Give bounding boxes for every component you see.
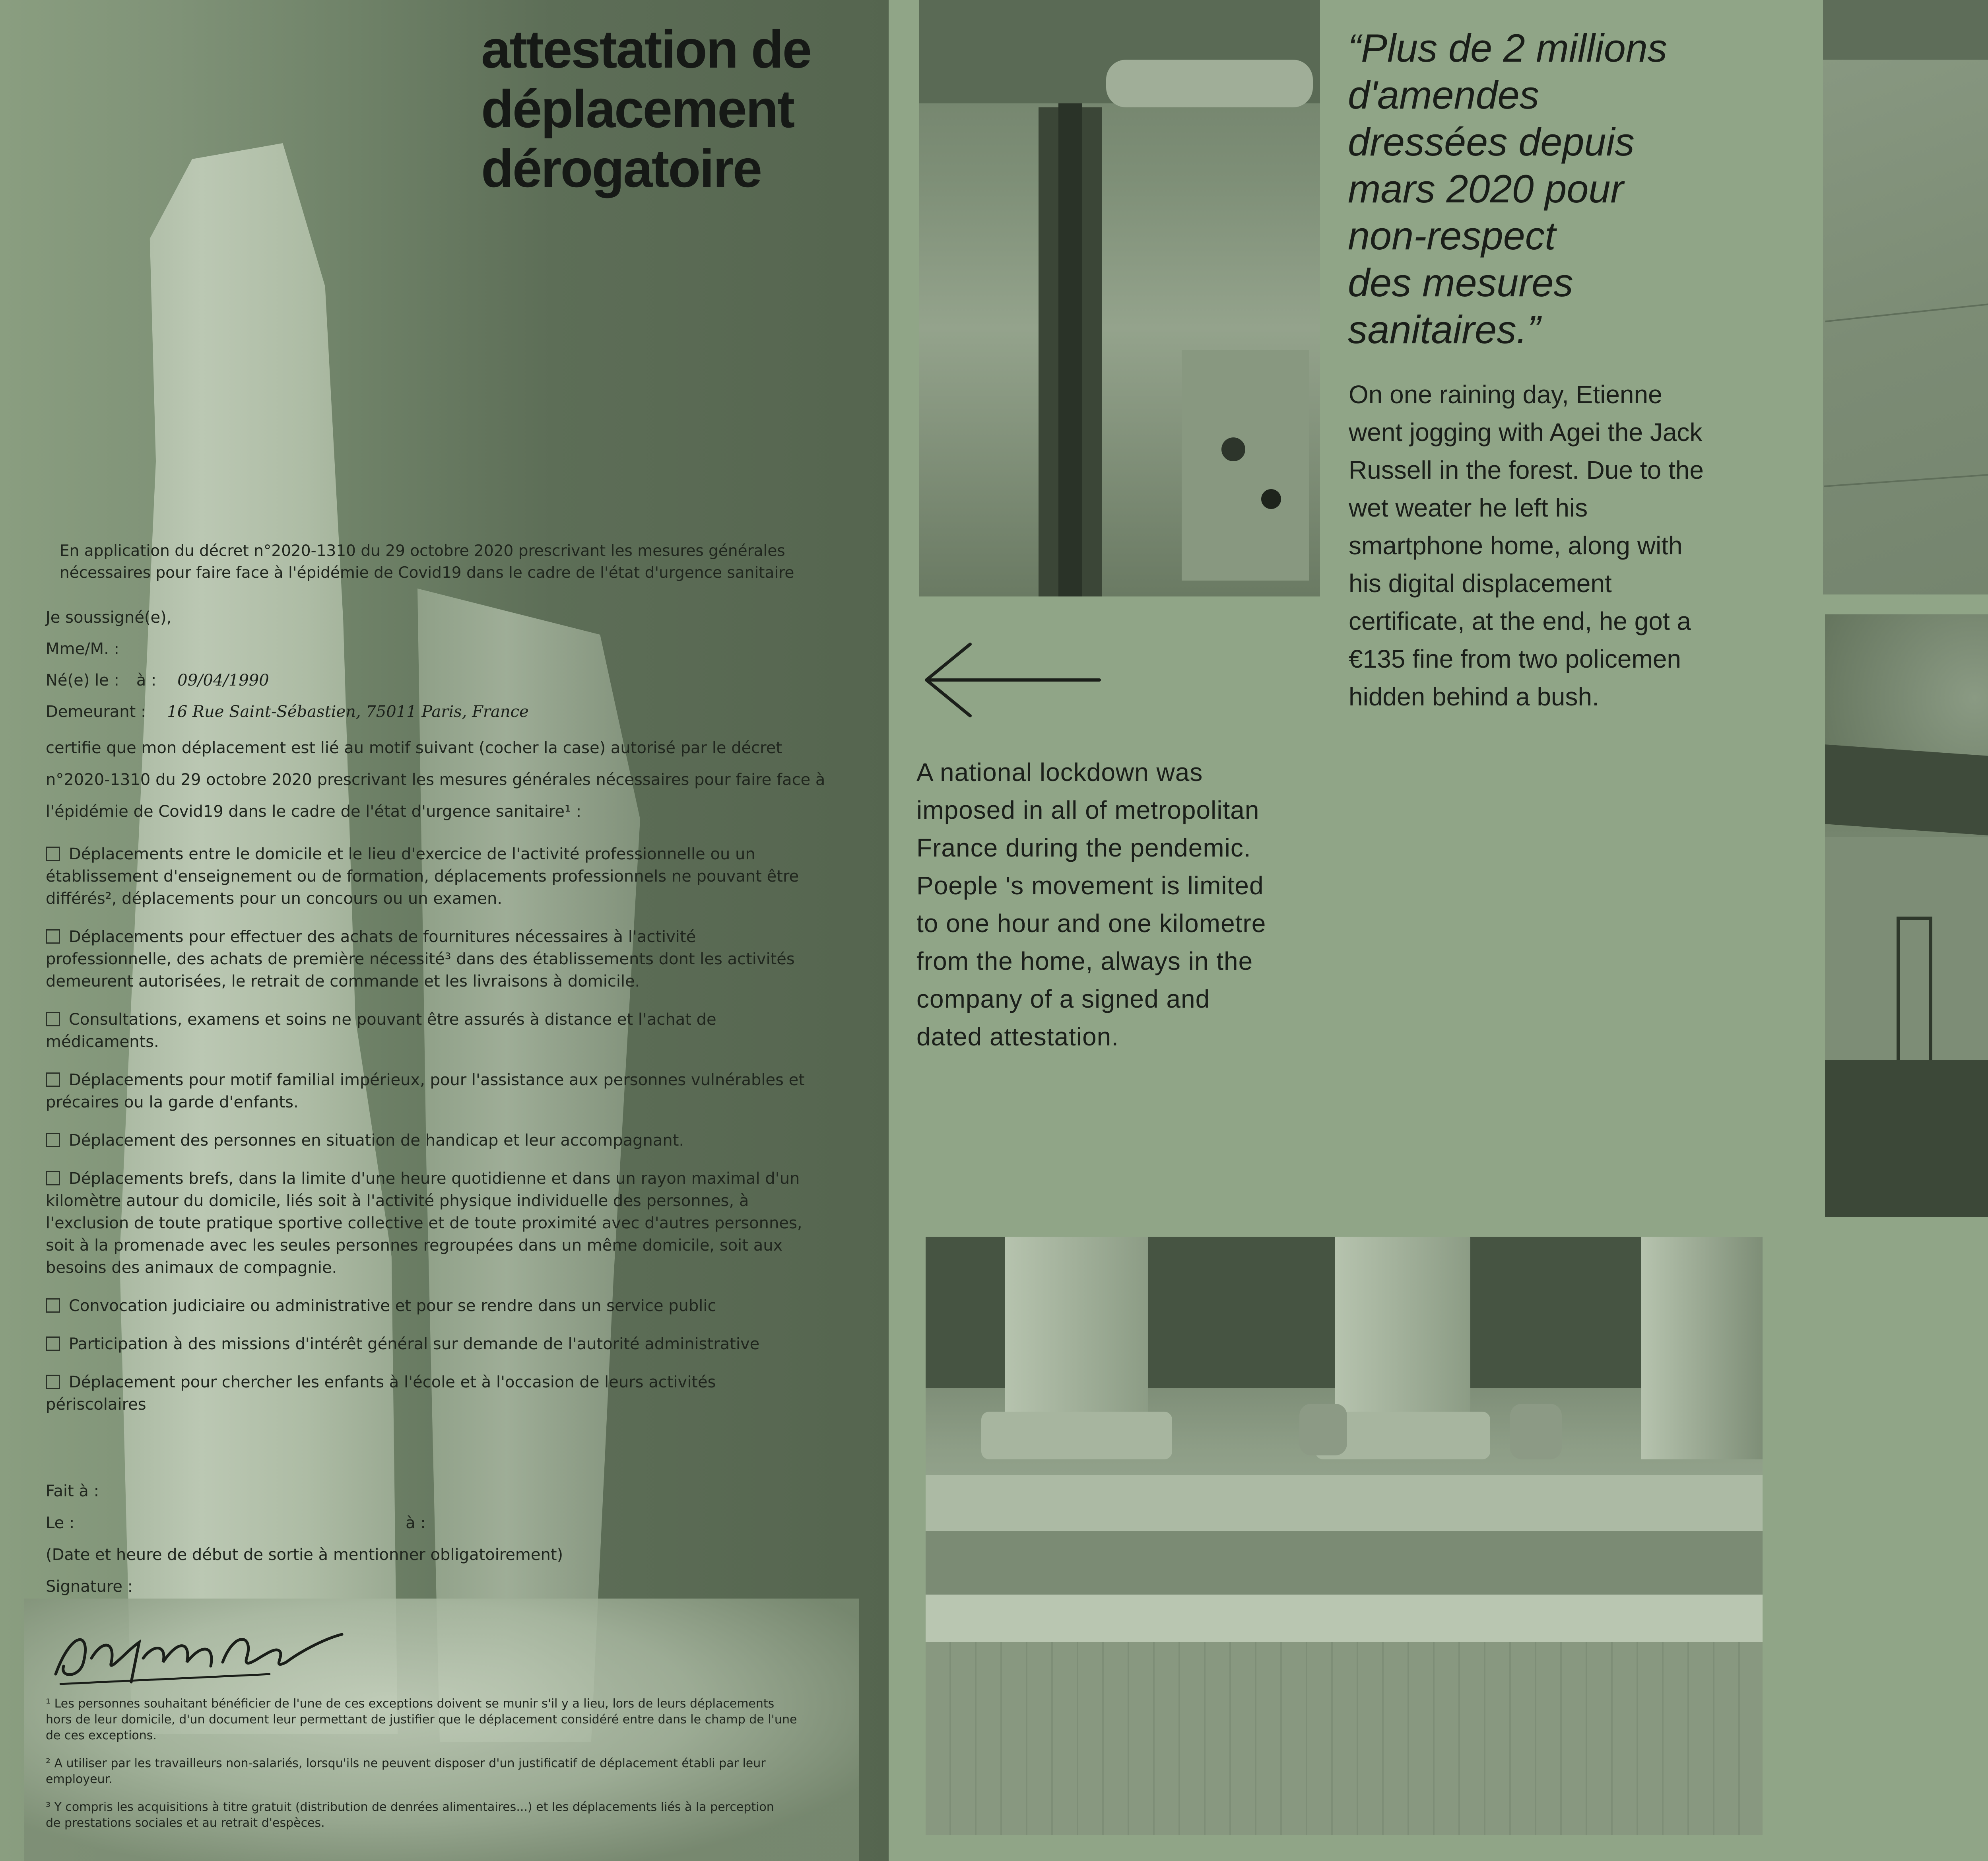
form-identity [46,606,881,828]
reason-checkbox[interactable] [46,1337,60,1351]
name-field[interactable]: Mme/M. : [46,640,119,658]
certify-text: certifie que mon déplacement est lié au motif suivant (cocher la case) autorisé par le décret n°2020-1310 du 29 octobre 2020 prescrivant les mesures générales nécessaires pour faire face à l'épidémie de Covid19 dans le cadre de l'état d'urgence sanitaire¹ : [46,739,825,821]
reason-checkbox[interactable] [46,1012,60,1026]
form-intro: En application du décret n°2020-1310 du 29 octobre 2020 prescrivant les mesures générales nécessaires pour faire face à l'épidémie de Covid19 dans le cadre de l'état d'urgence sanitaire [60,542,794,582]
pull-quote: “Plus de 2 millions d'amendes dressées depuis mars 2020 pour non-respect des mesures sanitaires.” [1348,26,1668,352]
reason-checkbox[interactable] [46,1298,60,1313]
reason-item: Convocation judiciaire ou administrative et pour se rendre dans un service public [46,1295,881,1317]
date-time-field[interactable]: Le : à : [46,1514,426,1532]
reason-item: Déplacement des personnes en situation de handicap et leur accompagnant. [46,1129,881,1152]
form-footer-fields [46,1475,881,1603]
residence-value: 16 Rue Saint-Sébastien, 75011 Paris, France [167,703,529,721]
reason-item: Déplacements pour motif familial impérieux, pour l'assistance aux personnes vulnérables et précaires ou la garde d'enfants. [46,1071,805,1111]
reason-checkbox[interactable] [46,1072,60,1087]
residence-field[interactable]: Demeurant : 16 Rue Saint-Sébastien, 75011 Paris, France [46,703,529,721]
reason-list [46,843,881,1416]
reason-item: Déplacements brefs, dans la limite d'une heure quotidienne et dans un rayon maximal d'un kilomètre autour du domicile, liés soit à l'activité physique individuelle des personnes, à l'exclusion de toute pratique sportive collective et de toute proximité avec d'autres personnes, soit à la promenade avec les seules personnes regroupées dans un même domicile, soit aux besoins des animaux de compagnie. [46,1169,802,1277]
made-at-field[interactable]: Fait à : [46,1482,99,1500]
story-paragraph: On one raining day, Etienne went jogging with Agei the Jack Russell in the forest. Due to the wet weater he left his smartphone home, along with his digital displacement certificate, at the end, he got a €135 fine from two policemen hidden behind a bush. [1349,380,1704,711]
undersigned-label: Je soussigné(e), [46,608,172,627]
reason-item: Participation à des missions d'intérêt général sur demande de l'autorité administrative [46,1333,881,1355]
reason-checkbox[interactable] [46,1375,60,1389]
attestation-title [481,20,879,199]
reason-item: Consultations, examens et soins ne pouvant être assurés à distance et l'achat de médicaments. [46,1010,716,1051]
signature-image [48,1614,350,1694]
footnote: ³ Y compris les acquisitions à titre gratuit (distribution de denrées alimentaires...) et les déplacements liés à la perception de prestations sociales et au retrait d'espèces. [46,1800,774,1830]
market-table-photo [1823,0,1988,594]
reason-checkbox[interactable] [46,847,60,861]
birth-field[interactable]: Né(e) le : à : 09/04/1990 [46,671,269,690]
reason-item: Déplacements entre le domicile et le lieu d'exercice de l'activité professionnelle ou un établissement d'enseignement ou de formation, déplacements professionnels ne pouvant être différés², déplacements pour un concours ou un examen. [46,845,799,908]
columns-photo [926,1237,1763,1835]
signature-label: Signature : [46,1577,133,1596]
title-line: attestation de [481,20,811,79]
reason-item: Déplacement pour chercher les enfants à l'école et à l'occasion de leurs activités périscolaires [46,1373,716,1414]
reason-item: Déplacements pour effectuer des achats de fournitures nécessaires à l'activité professionnelle, des achats de première nécessité³ dans des établissements dont les activités demeurent autorisées, le retrait de commande et les livraisons à domicile. [46,928,795,991]
market-tent-photo [1825,614,1988,1217]
lockdown-paragraph: A national lockdown was imposed in all of metropolitan France during the pendemic. Poeple 's movement is limited to one hour and one kilometre from the home, always in the company of a signed and dated attestation. [916,758,1266,1051]
footnotes [46,1696,885,1831]
footnote: ¹ Les personnes souhaitant bénéficier de l'une de ces exceptions doivent se munir s'il y a lieu, lors de leurs déplacements hors de leur domicile, d'un document leur permettant de justifier que le déplacement considéré entre dans le champ de l'une de ces exceptions. [46,1697,797,1743]
bike-lock-photo [919,0,1320,596]
footnote: ² A utiliser par les travailleurs non-salariés, lorsqu'ils ne peuvent disposer d'un justificatif de déplacement établi par leur employeur. [46,1756,766,1786]
reason-checkbox[interactable] [46,929,60,944]
arrow-left-icon [918,636,1101,724]
reason-checkbox[interactable] [46,1171,60,1185]
title-line: déplacement [481,80,794,139]
birth-date-value: 09/04/1990 [177,671,269,690]
date-note: (Date et heure de début de sortie à mentionner obligatoirement) [46,1546,563,1564]
title-line: dérogatoire [481,139,761,198]
reason-checkbox[interactable] [46,1133,60,1147]
